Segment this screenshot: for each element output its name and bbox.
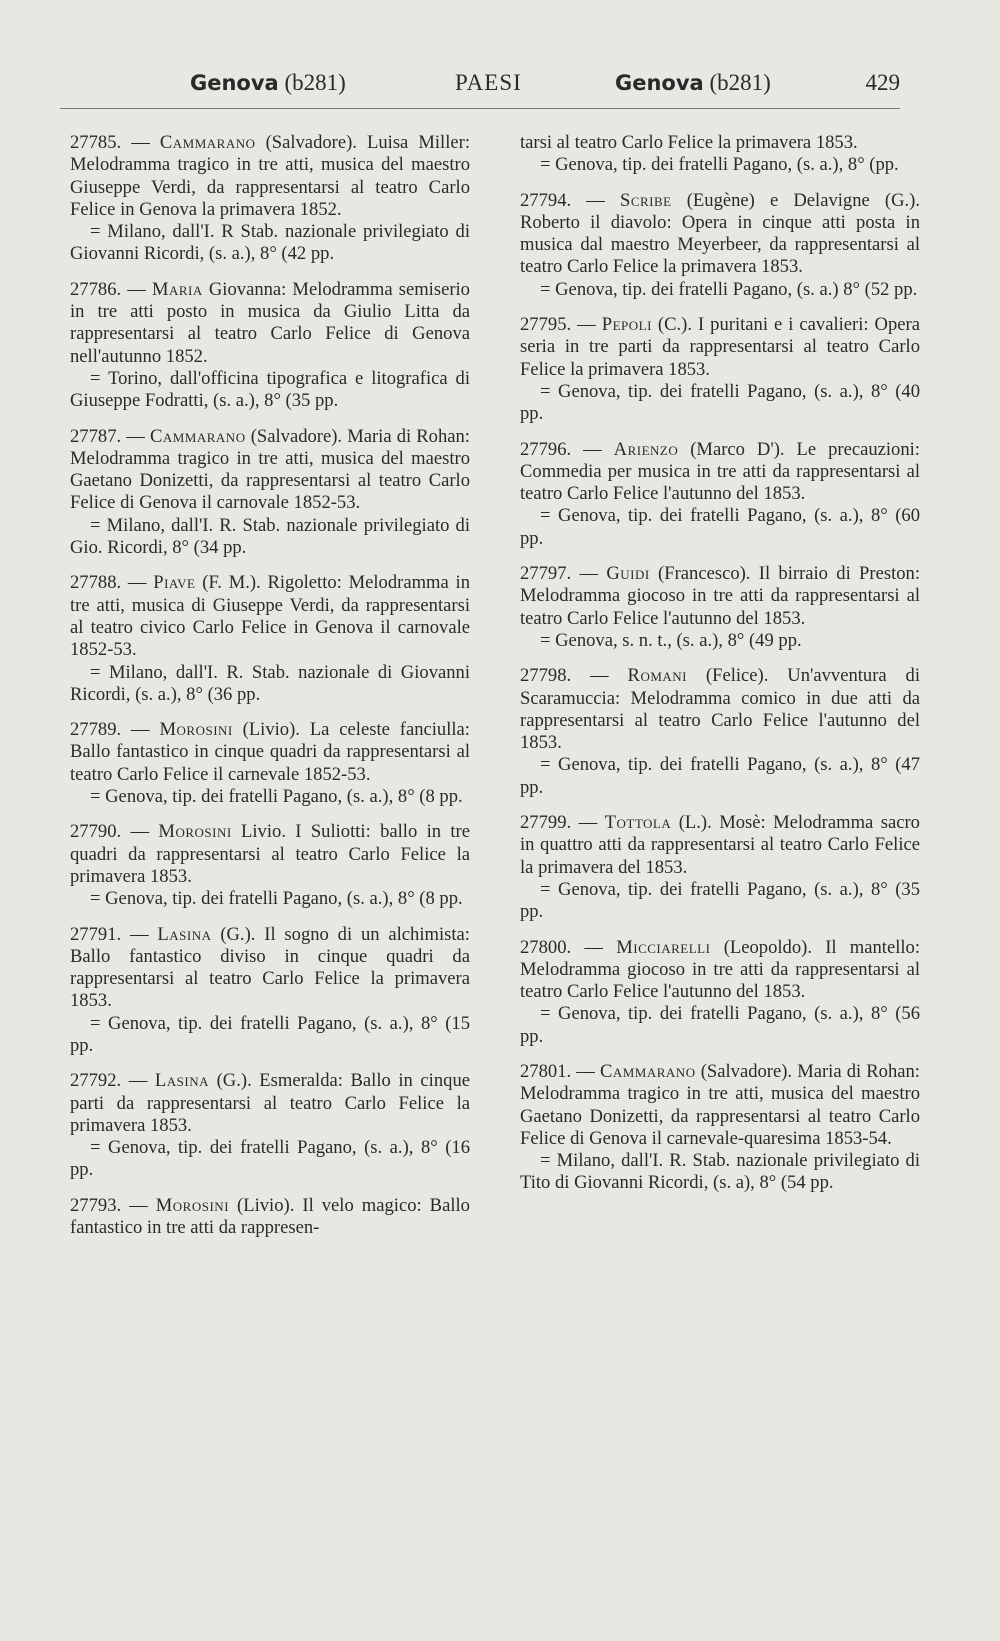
- entry-imprint: = Milano, dall'I. R. Stab. nazionale privilegiato di Gio. Ricordi, 8° (34 pp.: [70, 514, 470, 559]
- entry-dash: —: [129, 1194, 148, 1216]
- entry-number: 27786.: [70, 278, 122, 300]
- entry-author: Maria: [151, 278, 203, 300]
- entry-imprint: = Genova, tip. dei fratelli Pagano, (s. a.), 8° (35 pp.: [520, 878, 920, 923]
- entry-text: [520, 190, 920, 279]
- header-left-city: Genova: [190, 71, 279, 95]
- entry-number: 27796.: [520, 438, 572, 460]
- entry-imprint: = Genova, tip. dei fratelli Pagano, (s. a.), 8° (15 pp.: [70, 1012, 470, 1056]
- entry-text: [520, 439, 920, 506]
- entry-dash: —: [576, 1060, 595, 1082]
- entry-author: Guidi: [606, 563, 650, 585]
- entry-number: 27785.: [70, 132, 122, 153]
- entry-text: [70, 572, 470, 661]
- catalog-entry: [70, 426, 470, 560]
- entry-dash: —: [128, 1070, 148, 1092]
- entry-description: (C.). I puritani e i cavalieri: Opera seria in tre parti da rappresentarsi al teatro Carlo Felice la primavera 1853.: [520, 314, 920, 380]
- entry-dash: —: [579, 563, 599, 585]
- header-left-code: (b281): [284, 70, 346, 95]
- entry-text: [520, 1061, 920, 1150]
- entry-description: Livio. I Suliotti: ballo in tre quadri da rappresentarsi al teatro Carlo Felice la primavera 1853.: [70, 821, 470, 887]
- entry-dash: —: [578, 812, 598, 834]
- entry-text: [70, 924, 470, 1013]
- entry-description: Giovanna: Melodramma semiserio in tre atti posto in musica da Giulio Litta da rappresentarsi al teatro Carlo Felice di Genova nell'autunno 1852.: [70, 278, 470, 367]
- header-right-code: (b281): [709, 70, 771, 95]
- entry-description: (L.). Mosè: Melodramma sacro in quattro atti da rappresentarsi al teatro Carlo Felice la primavera del 1853.: [520, 812, 920, 878]
- left-column: [70, 132, 470, 1252]
- entry-text: [70, 426, 470, 515]
- entry-imprint: = Milano, dall'I. R. Stab. nazionale privilegiato di Tito di Giovanni Ricordi, (s. a), 8° (54 pp.: [520, 1150, 920, 1194]
- page-number: 429: [865, 70, 900, 95]
- catalog-entry: [520, 937, 920, 1048]
- entry-number: 27789.: [70, 719, 122, 741]
- catalog-entry: [70, 719, 470, 808]
- catalog-entry: [70, 1195, 470, 1240]
- entry-number: 27788.: [70, 572, 122, 594]
- entry-author: Lasina: [154, 1070, 210, 1092]
- entry-imprint: = Milano, dall'I. R Stab. nazionale privilegiato di Giovanni Ricordi, (s. a.), 8° (42 pp.: [70, 221, 470, 265]
- entry-number: 27799.: [520, 812, 572, 834]
- entry-imprint: = Genova, tip. dei fratelli Pagano, (s. a.), 8° (60 pp.: [520, 505, 920, 549]
- entry-author: Romani: [627, 665, 688, 687]
- entry-imprint: = Genova, s. n. t., (s. a.), 8° (49 pp.: [540, 629, 802, 651]
- catalog-entry: [70, 821, 470, 910]
- entry-description: (Salvadore). Maria di Rohan: Melodramma tragico in tre atti, musica del maestro Gaetano Donizetti, da rappresentarsi al teatro Carlo Felice di Genova il carnovale 1852-53.: [70, 425, 470, 514]
- entry-imprint: = Genova, tip. dei fratelli Pagano, (s. a.), 8° (16 pp.: [70, 1137, 470, 1181]
- entry-author: Micciarelli: [616, 936, 711, 958]
- entry-text: [70, 1195, 470, 1240]
- entry-description: (Francesco). Il birraio di Preston: Melodramma giocoso in tre atti da rappresentarsi al teatro Carlo Felice l'autunno del 1853.: [520, 563, 920, 629]
- entry-number: 27791.: [70, 923, 122, 945]
- entry-text: [520, 563, 920, 630]
- entry-author: Cammarano: [149, 425, 246, 447]
- entry-dash: —: [590, 665, 609, 687]
- entry-imprint: = Genova, tip. dei fratelli Pagano, (s. a.), 8° (56 pp.: [520, 1003, 920, 1047]
- header-right-city: Genova: [615, 71, 704, 95]
- entry-imprint: = Milano, dall'I. R. Stab. nazionale di Giovanni Ricordi, (s. a.), 8° (36 pp.: [70, 661, 470, 705]
- entry-imprint: = Genova, tip. dei fratelli Pagano, (s. a.), 8° (8 pp.: [90, 786, 463, 808]
- entry-description: (Eugène) e Delavigne (G.). Roberto il diavolo: Opera in cinque atti posta in musica dal maestro Meyerbeer, da rappresentarsi al teatro Carlo Felice la primavera 1853.: [520, 189, 920, 278]
- entry-dash: —: [586, 189, 605, 211]
- entry-text: [70, 719, 470, 786]
- entry-text: [520, 314, 920, 381]
- entry-dash: —: [127, 278, 146, 300]
- catalog-entry: [70, 279, 470, 413]
- entry-author: Cammarano: [159, 132, 256, 153]
- entry-author: Lasina: [157, 923, 212, 945]
- entry-author: Pepoli: [601, 314, 652, 336]
- entry-number: 27793.: [70, 1194, 122, 1216]
- entry-text: [520, 937, 920, 1004]
- entry-description: (Leopoldo). Il mantello: Melodramma giocoso in tre atti da rappresentarsi al teatro Carlo Felice l'autunno del 1853.: [520, 936, 921, 1003]
- entry-text: [520, 665, 920, 754]
- entry-number: 27790.: [70, 821, 122, 843]
- entry-number: 27787.: [70, 425, 122, 447]
- entry-description: (Livio). La celeste fanciulla: Ballo fantastico in cinque quadri da rappresentarsi al teatro Carlo Felice il carnevale 1852-53.: [70, 719, 470, 785]
- catalog-entry: [70, 132, 470, 266]
- catalog-entry: [70, 924, 470, 1058]
- entry-number: 27792.: [70, 1070, 122, 1092]
- entry-author: Piave: [153, 572, 196, 594]
- entry-imprint: = Genova, tip. dei fratelli Pagano, (s. a.), 8° (40 pp.: [520, 380, 920, 425]
- entry-dash: —: [131, 719, 150, 741]
- entry-dash: —: [130, 821, 150, 843]
- entry-number: 27798.: [520, 665, 572, 687]
- catalog-entry: [70, 1070, 470, 1181]
- entry-dash: —: [583, 438, 602, 460]
- entry-number: 27801.: [520, 1060, 572, 1082]
- entry-dash: —: [129, 923, 149, 945]
- entry-description: (Livio). Il velo magico: Ballo fantastico in tre atti da rappresen-: [70, 1194, 470, 1239]
- entry-dash: —: [577, 314, 596, 336]
- entry-text: [70, 132, 470, 221]
- entry-number: 27795.: [520, 314, 572, 336]
- entry-author: Morosini: [155, 1194, 230, 1216]
- entry-dash: —: [584, 936, 603, 958]
- catalog-entry-continuation: [520, 132, 920, 177]
- entry-text: [70, 821, 470, 888]
- entry-dash: —: [126, 425, 145, 447]
- catalog-entry: [520, 563, 920, 652]
- catalog-entry: [520, 190, 920, 301]
- entry-description: (G.). Il sogno di un alchimista: Ballo fantastico diviso in cinque quadri da rappresentarsi al teatro Carlo Felice la primavera 1853.: [70, 923, 470, 1012]
- catalog-entry: [70, 572, 470, 706]
- entry-continuation-text: tarsi al teatro Carlo Felice la primavera 1853.: [520, 132, 858, 153]
- entry-description: (G.). Esmeralda: Ballo in cinque parti da rappresentarsi al teatro Carlo Felice la primavera 1853.: [70, 1070, 470, 1136]
- entry-description: (Marco D'). Le precauzioni: Commedia per musica in tre atti da rappresentarsi al teatro Carlo Felice l'autunno del 1853.: [520, 438, 920, 505]
- catalog-entry: [520, 439, 920, 550]
- catalog-entry: [520, 665, 920, 799]
- entry-author: Morosini: [158, 821, 232, 843]
- entry-text: [70, 279, 470, 368]
- catalog-entry: [520, 314, 920, 425]
- catalog-entry: [520, 1061, 920, 1195]
- header-right: [615, 70, 771, 96]
- entry-description: (Salvadore). Maria di Rohan: Melodramma tragico in tre atti, musica del maestro Gaetano Donizetti, da rappresentarsi al teatro Carlo Felice di Genova il carnevale-quaresima 1853-54.: [520, 1060, 920, 1149]
- entry-number: 27794.: [520, 189, 572, 211]
- entry-description: (F. M.). Rigoletto: Melodramma in tre atti, musica di Giuseppe Verdi, da rappresentarsi al teatro civico Carlo Felice in Genova il carnovale 1852-53.: [70, 572, 470, 661]
- entry-dash: —: [127, 572, 147, 594]
- entry-author: Cammarano: [599, 1060, 696, 1082]
- entry-imprint: = Genova, tip. dei fratelli Pagano, (s. a.) 8° (52 pp.: [540, 278, 918, 300]
- entry-author: Arienzo: [613, 438, 679, 460]
- entry-text: [520, 812, 920, 879]
- entry-text: [70, 1070, 470, 1137]
- right-column: [520, 132, 920, 1208]
- entry-imprint: = Torino, dall'officina tipografica e litografica di Giuseppe Fodratti, (s. a.), 8° (35 pp.: [70, 367, 470, 412]
- header-left: [190, 70, 346, 96]
- entry-number: 27800.: [520, 936, 572, 958]
- entry-description: (Felice). Un'avventura di Scaramuccia: Melodramma comico in due atti da rappresentarsi al teatro Carlo Felice l'autunno del 1853.: [520, 665, 921, 754]
- entry-imprint: = Genova, tip. dei fratelli Pagano, (s. a.), 8° (pp.: [540, 154, 899, 176]
- entry-imprint: = Genova, tip. dei fratelli Pagano, (s. a.), 8° (47 pp.: [520, 754, 920, 798]
- header-rule: [60, 108, 900, 109]
- entry-description: (Salvadore). Luisa Miller: Melodramma tragico in tre atti, musica del maestro Giuseppe Verdi, da rappresentarsi al teatro Carlo Felice in Genova la primavera 1852.: [70, 132, 470, 220]
- entry-dash: —: [131, 132, 150, 153]
- entry-author: Scribe: [619, 189, 672, 211]
- entry-author: Tottola: [604, 812, 672, 834]
- catalog-entry: [520, 812, 920, 923]
- entry-number: 27797.: [520, 563, 572, 585]
- page-header: [60, 62, 900, 102]
- entry-author: Morosini: [159, 719, 233, 741]
- header-section-title: PAESI: [455, 70, 522, 95]
- entry-imprint: = Genova, tip. dei fratelli Pagano, (s. a.), 8° (8 pp.: [90, 888, 463, 910]
